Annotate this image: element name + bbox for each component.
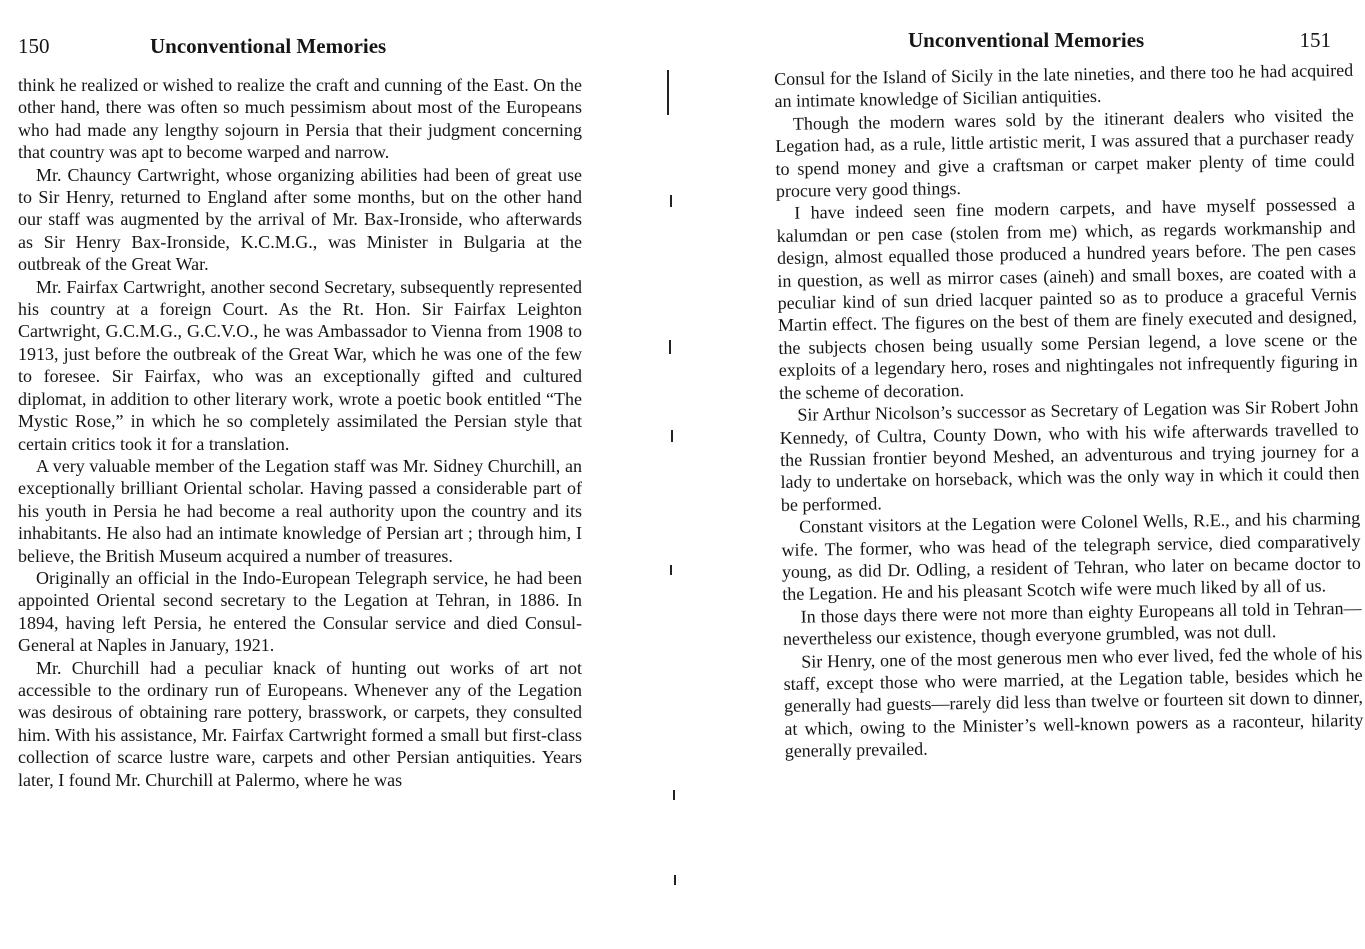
right-text-block bbox=[774, 59, 1364, 763]
right-running-title: Unconventional Memories bbox=[908, 28, 1145, 52]
right-paragraph-3: I have indeed seen fine modern carpets, and have myself possessed a kalumdan or pen case (stolen from me) which, as regards workmanship and design, almost equalled those produced a hundred years before. The pen cases in question, as well as mirror cases (aineh) and small boxes, are coated with a peculiar kind of sun dried lacquer painted so as to produce a graceful Vernis Martin effect. The figures on the best of them are finely executed and designed, the subjects chosen being usually some Persian legend, a love scene or the exploits of a legendary hero, roses and nightingales not infrequently figuring in the scheme of decoration. bbox=[776, 194, 1358, 403]
gutter-shadow-mark bbox=[670, 565, 672, 575]
left-running-title: Unconventional Memories bbox=[150, 34, 387, 58]
gutter-shadow-mark bbox=[670, 195, 672, 207]
left-page bbox=[0, 0, 600, 949]
left-page-number: 150 bbox=[18, 34, 50, 58]
left-running-head bbox=[18, 34, 582, 74]
left-text-block bbox=[18, 74, 582, 791]
left-paragraph-5: Originally an official in the Indo-European Telegraph service, he had been appointed Oriental second secretary to the Legation at Tehran, in 1886. In 1894, having left Persia, he entered the Consular service and died Consul-General at Naples in January, 1921. bbox=[18, 567, 582, 656]
right-page bbox=[770, 0, 1365, 949]
left-paragraph-2: Mr. Chauncy Cartwright, whose organizing abilities had been of great use to Sir Henry, returned to England after some months, but on the other hand our staff was augmented by the arrival of Mr. Bax-Ironside, who afterwards as Sir Henry Bax-Ironside, K.C.M.G., was Minister in Bulgaria at the outbreak of the Great War. bbox=[18, 164, 582, 275]
gutter-shadow-mark bbox=[669, 340, 671, 354]
right-paragraph-6: In those days there were not more than eighty Europeans all told in Tehran—nevertheless our existence, though everyone grumbled, was not dull. bbox=[782, 597, 1362, 650]
right-page-number: 151 bbox=[1299, 28, 1331, 52]
gutter-shadow-mark bbox=[673, 790, 675, 800]
right-paragraph-7: Sir Henry, one of the most generous men who ever lived, fed the whole of his staff, except those who were married, at the Legation table, besides which he generally had guests—rarely did less than twelve or fourteen sit down to dinner, at which, owing to the Minister’s well-known powers as a raconteur, hilarity generally prevailed. bbox=[783, 642, 1364, 762]
left-paragraph-4: A very valuable member of the Legation staff was Mr. Sidney Churchill, an exceptionally brilliant Oriental scholar. Having passed a considerable part of his youth in Persia he had become a real authority upon the country and its inhabitants. He also had an intimate knowledge of Persian art ; through him, I believe, the British Museum acquired a number of treasures. bbox=[18, 455, 582, 566]
right-paragraph-4: Sir Arthur Nicolson’s successor as Secretary of Legation was Sir Robert John Kennedy, of Cultra, County Down, who with his wife afterwards travelled to the Russian frontier beyond Meshed, an adventurous and trying journey for a lady to undertake on horseback, which was the only way in which it could then be performed. bbox=[779, 395, 1360, 515]
left-paragraph-3: Mr. Fairfax Cartwright, another second Secretary, subsequently represented his country at a foreign Court. As the Rt. Hon. Sir Fairfax Leighton Cartwright, G.C.M.G., G.C.V.O., he was Ambassador to Vienna from 1908 to 1913, just before the outbreak of the Great War, which he was one of the few to foresee. Sir Fairfax, who was an exceptionally gifted and cultured diplomat, in addition to other literary work, wrote a poetic book entitled “The Mystic Rose,” in which he so completely assimilated the Persian style that certain critics took it for a translation. bbox=[18, 276, 582, 454]
gutter-shadow-mark bbox=[674, 875, 676, 885]
page-gutter bbox=[650, 0, 700, 949]
left-paragraph-1: think he realized or wished to realize the craft and cunning of the East. On the other hand, there was often so much pessimism about most of the Europeans who had made any lengthy sojourn in Persia that their judgment concerning that country was apt to become warped and narrow. bbox=[18, 75, 582, 163]
right-paragraph-2: Though the modern wares sold by the itinerant dealers who visited the Legation had, as a rule, little artistic merit, I was assured that a purchaser ready to spend money and give a craftsman or carpet maker plenty of time could procure very good things. bbox=[775, 104, 1355, 202]
right-paragraph-5: Constant visitors at the Legation were Colonel Wells, R.E., and his charming wife. The former, who was head of the telegraph service, died comparatively young, as did Dr. Odling, a resident of Tehran, who later on became doctor to the Legation. He and his pleasant Scotch wife were much liked by all of us. bbox=[781, 507, 1362, 605]
left-paragraph-6: Mr. Churchill had a peculiar knack of hunting out works of art not accessible to the ordinary run of Europeans. Whenever any of the Legation was desirous of obtaining rare pottery, brasswork, or carpets, they consulted him. With his assistance, Mr. Fairfax Cartwright formed a small but first-class collection of scarce lustre ware, carpets and other Persian antiquities. Years later, I found Mr. Churchill at Palermo, where he was bbox=[18, 657, 582, 790]
right-paragraph-1: Consul for the Island of Sicily in the late nineties, and there too he had acquired an intimate knowledge of Sicilian antiquities. bbox=[774, 59, 1354, 112]
gutter-shadow-mark bbox=[671, 430, 673, 442]
gutter-shadow-mark bbox=[667, 70, 669, 115]
